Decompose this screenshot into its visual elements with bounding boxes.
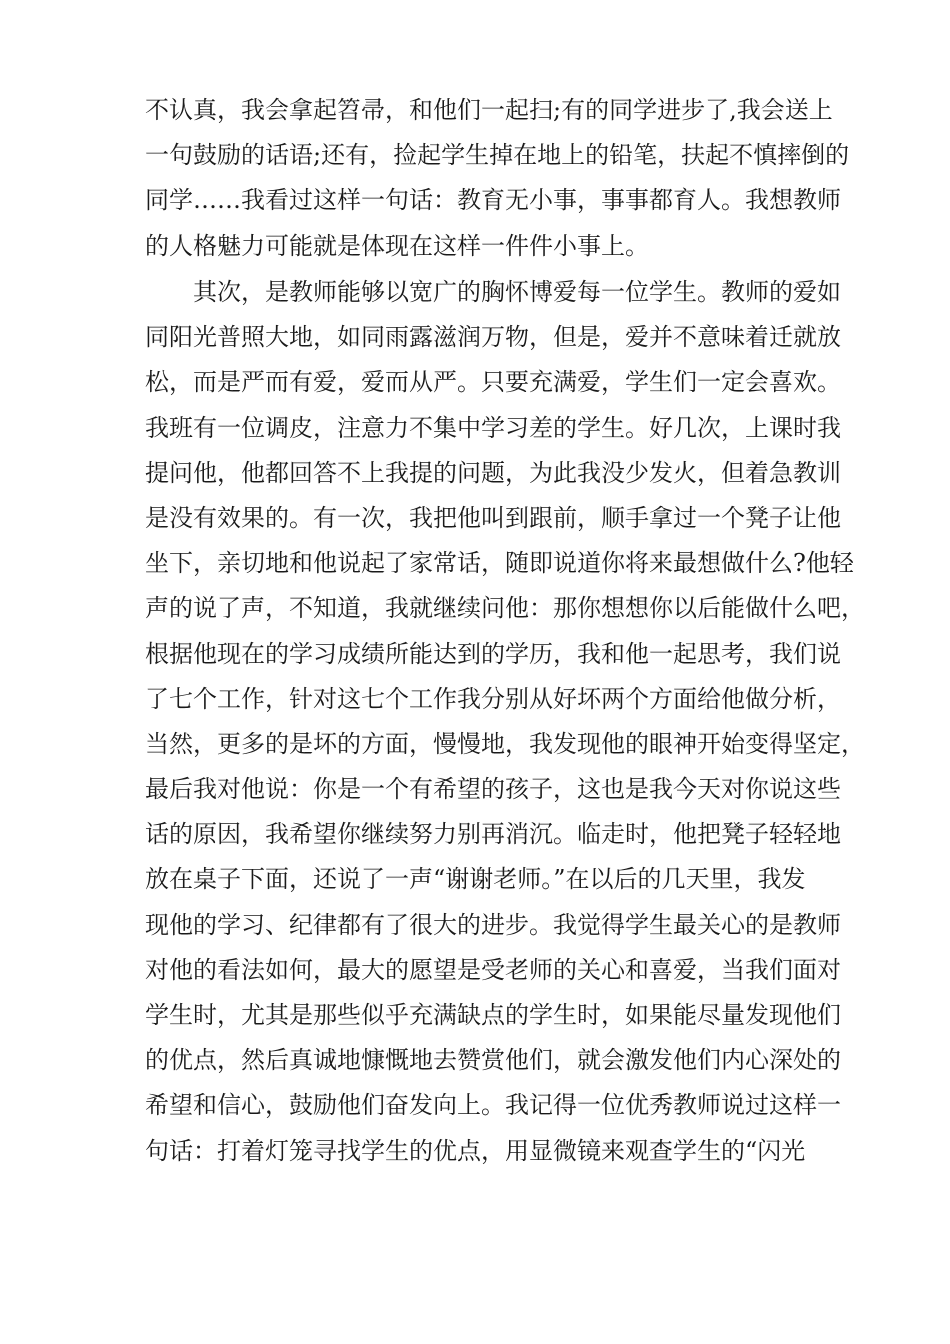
text-line: 最后我对他说：你是一个有希望的孩子，这也是我今天对你说这些 [145,775,841,804]
text-line: 学生时，尤其是那些似乎充满缺点的学生时，如果能尽量发现他们 [145,1001,841,1029]
text-line: 一句鼓励的话语;还有，捡起学生掉在地上的铅笔，扶起不慎摔倒的 [145,141,850,170]
text-line: 对他的看法如何，最大的愿望是受老师的关心和喜爱，当我们面对 [145,955,841,984]
text-line: 松，而是严而有爱，爱而从严。只要充满爱，学生们一定会喜欢。 [145,368,841,397]
text-line: 希望和信心，鼓励他们奋发向上。我记得一位优秀教师说过这样一 [145,1091,841,1120]
text-line: 了七个工作，针对这七个工作我分别从好坏两个方面给他做分析， [145,684,841,713]
text-line: 不认真，我会拿起笤帚，和他们一起扫;有的同学进步了,我会送上 [145,96,833,124]
text-line: 其次，是教师能够以宽广的胸怀博爱每一位学生。教师的爱如 [193,278,841,306]
text-line: 同学……我看过这样一句话：教育无小事，事事都育人。我想教师 [145,186,841,215]
text-line: 句话：打着灯笼寻找学生的优点，用显微镜来观查学生的“闪光 [145,1136,806,1165]
text-line: 同阳光普照大地，如同雨露滋润万物，但是，爱并不意味着迁就放 [145,323,841,352]
text-line: 放在桌子下面，还说了一声“谢谢老师。”在以后的几天里，我发 [145,865,806,894]
text-line: 声的说了声，不知道，我就继续问他：那你想想你以后能做什么吧， [145,594,865,623]
text-line: 话的原因，我希望你继续努力别再消沉。临走时，他把凳子轻轻地 [145,820,841,849]
text-line: 现他的学习、纪律都有了很大的进步。我觉得学生最关心的是教师 [145,910,841,939]
text-line: 提问他，他都回答不上我提的问题，为此我没少发火，但着急教训 [145,458,841,487]
text-line: 坐下，亲切地和他说起了家常话，随即说道你将来最想做什么?他轻 [145,549,854,578]
text-line: 根据他现在的学习成绩所能达到的学历，我和他一起思考，我们说 [145,639,841,668]
text-line: 当然，更多的是坏的方面，慢慢地，我发现他的眼神开始变得坚定， [145,729,865,758]
paragraph-2 [145,270,865,1174]
paragraph-1 [145,88,850,269]
text-line: 的人格魅力可能就是体现在这样一件件小事上。 [145,231,649,260]
text-line: 的优点，然后真诚地慷慨地去赞赏他们，就会激发他们内心深处的 [145,1046,841,1075]
text-line: 我班有一位调皮，注意力不集中学习差的学生。好几次，上课时我 [145,413,841,442]
text-line: 是没有效果的。有一次，我把他叫到跟前，顺手拿过一个凳子让他 [145,503,841,532]
